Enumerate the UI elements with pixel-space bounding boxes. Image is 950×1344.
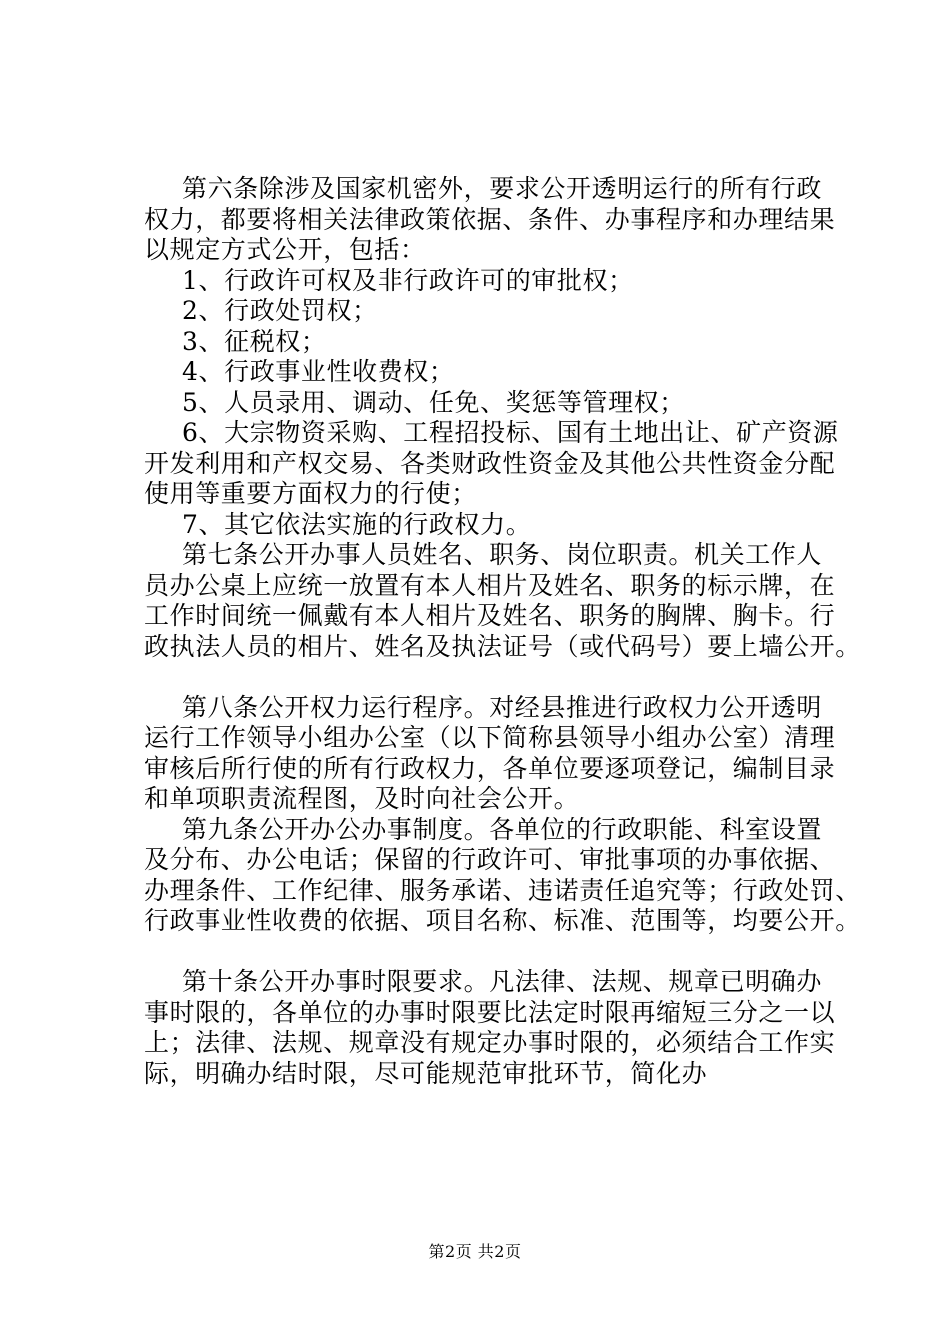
text-line: 第六条除涉及国家机密外，要求公开透明运行的所有行政 [182, 174, 823, 203]
text-line: 第九条公开办公办事制度。各单位的行政职能、科室设置 [182, 814, 823, 844]
page-number-footer: 第2页 共2页 [428, 1242, 522, 1261]
text-line: 及分布、办公电话；保留的行政许可、审批事项的办事依据、 [144, 845, 836, 874]
text-line: 第十条公开办事时限要求。凡法律、法规、规章已明确办 [182, 967, 823, 996]
text-line: 以规定方式公开，包括： [144, 235, 426, 264]
text-line: 政执法人员的相片、姓名及执法证号（或代码号）要上墙公开。 [144, 631, 861, 661]
text-line: 权力，都要将相关法律政策依据、条件、办事程序和办理结果 [144, 204, 836, 234]
text-line: 审核后所行使的所有行政权力，各单位要逐项登记，编制目录 [144, 753, 836, 783]
text-line: 工作时间统一佩戴有本人相片及姓名、职务的胸牌、胸卡。行 [144, 601, 836, 630]
text-line: 行政事业性收费的依据、项目名称、标准、范围等，均要公开。 [144, 906, 861, 935]
text-line: 事时限的，各单位的办事时限要比法定时限再缩短三分之一以 [144, 997, 836, 1027]
paragraph-gap [144, 662, 864, 693]
text-line: 6、大宗物资采购、工程招投标、国有土地出让、矿产资源 [182, 418, 839, 447]
text-line: 开发利用和产权交易、各类财政性资金及其他公共性资金分配 [144, 448, 836, 478]
paragraph-gap [144, 937, 864, 968]
text-line: 第七条公开办事人员姓名、职务、岗位职责。机关工作人 [182, 540, 823, 569]
text-line: 3、征税权； [182, 326, 327, 356]
text-line: 使用等重要方面权力的行使； [144, 479, 477, 508]
text-line: 4、行政事业性收费权； [182, 357, 455, 386]
text-line: 1、行政许可权及非行政许可的审批权； [182, 265, 634, 295]
text-line: 办理条件、工作纪律、服务承诺、违诺责任追究等；行政处罚、 [144, 875, 861, 905]
text-line: 和单项职责流程图，及时向社会公开。 [144, 784, 580, 813]
text-line: 员办公桌上应统一放置有本人相片及姓名、职务的标示牌，在 [144, 570, 836, 600]
text-line: 运行工作领导小组办公室（以下简称县领导小组办公室）清理 [144, 723, 836, 752]
text-line: 2、行政处罚权； [182, 296, 378, 325]
document-body [144, 174, 864, 1089]
text-line: 5、人员录用、调动、任免、奖惩等管理权； [182, 387, 685, 417]
text-line: 上；法律、法规、规章没有规定办事时限的，必须结合工作实 [144, 1028, 836, 1057]
text-line: 第八条公开权力运行程序。对经县推进行政权力公开透明 [182, 692, 823, 722]
text-line: 际，明确办结时限，尽可能规范审批环节，简化办 [144, 1058, 708, 1088]
text-line: 7、其它依法实施的行政权力。 [182, 509, 532, 539]
